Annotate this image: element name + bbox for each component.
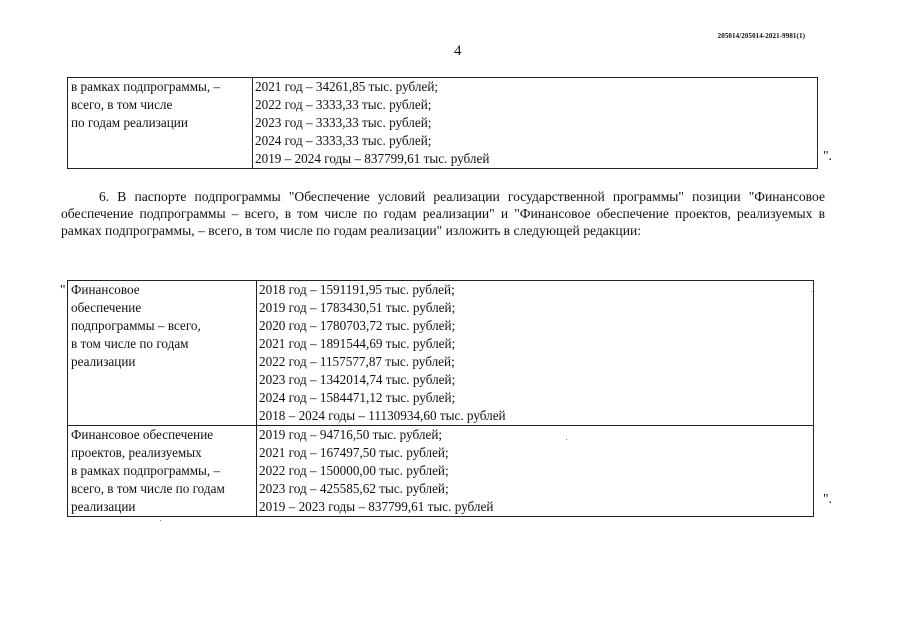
value-line: 2022 год – 150000,00 тыс. рублей; xyxy=(259,463,449,478)
value-line: 2022 год – 3333,33 тыс. рублей; xyxy=(255,97,432,112)
scan-speck xyxy=(811,291,812,292)
label-line: в том числе по годам xyxy=(71,336,189,351)
value-line: 2019 – 2024 годы – 837799,61 тыс. рублей xyxy=(255,151,490,166)
value-line: 2023 год – 3333,33 тыс. рублей; xyxy=(255,115,432,130)
value-line: 2019 год – 1783430,51 тыс. рублей; xyxy=(259,300,456,315)
label-line: по годам реализации xyxy=(71,115,188,130)
label-line: всего, в том числе по годам xyxy=(71,481,225,496)
value-line: 2022 год – 1157577,87 тыс. рублей; xyxy=(259,354,455,369)
closing-quote: ". xyxy=(823,491,832,506)
value-line: 2023 год – 1342014,74 тыс. рублей; xyxy=(259,372,456,387)
row-value-cell xyxy=(257,281,814,426)
page-number: 4 xyxy=(454,43,462,59)
label-line: в рамках подпрограммы, – xyxy=(71,463,221,478)
value-line: 2021 год – 1891544,69 тыс. рублей; xyxy=(259,336,456,351)
value-line: 2024 год – 1584471,12 тыс. рублей; xyxy=(259,390,456,405)
value-line: 2020 год – 1780703,72 тыс. рублей; xyxy=(259,318,456,333)
row-value-cell xyxy=(253,78,818,169)
value-line: 2019 – 2023 годы – 837799,61 тыс. рублей xyxy=(259,499,494,514)
label-line: подпрограммы – всего, xyxy=(71,318,201,333)
table-row xyxy=(68,78,818,169)
amendment-paragraph: 6. В паспорте подпрограммы "Обеспечение условий реализации государственной программы" позиции "Финансовое обеспечение подпрограммы – всего, в том числе по годам реализации" и "Финансовое обеспечение проектов, реализуемых в рамках подпрограммы, – всего, в том числе по годам реализации" изложить в следующей редакции: xyxy=(61,189,825,239)
row-label-cell xyxy=(68,78,253,169)
value-line: 2018 год – 1591191,95 тыс. рублей; xyxy=(259,282,455,297)
table-row xyxy=(68,281,814,426)
value-line: 2018 – 2024 годы – 11130934,60 тыс. рублей xyxy=(259,408,506,423)
label-line: Финансовое обеспечение xyxy=(71,427,214,442)
row-label-cell xyxy=(68,426,257,517)
row-label-cell xyxy=(68,281,257,426)
label-line: всего, в том числе xyxy=(71,97,173,112)
scan-speck xyxy=(160,520,161,521)
funding-table-new xyxy=(67,280,814,517)
label-line: реализации xyxy=(71,354,136,369)
funding-table-continued xyxy=(67,77,818,169)
label-line: реализации xyxy=(71,499,136,514)
value-line: 2019 год – 94716,50 тыс. рублей; xyxy=(259,427,443,442)
label-line: обеспечение xyxy=(71,300,142,315)
value-line: 2024 год – 3333,33 тыс. рублей; xyxy=(255,133,432,148)
table-row xyxy=(68,426,814,517)
value-line: 2023 год – 425585,62 тыс. рублей; xyxy=(259,481,449,496)
row-value-cell xyxy=(257,426,814,517)
document-id: 205014/205014-2021-9981(1) xyxy=(717,32,805,40)
opening-quote: " xyxy=(60,282,66,297)
scan-speck xyxy=(566,439,567,440)
label-line: Финансовое xyxy=(71,282,140,297)
label-line: в рамках подпрограммы, – xyxy=(71,79,221,94)
value-line: 2021 год – 34261,85 тыс. рублей; xyxy=(255,79,439,94)
value-line: 2021 год – 167497,50 тыс. рублей; xyxy=(259,445,449,460)
label-line: проектов, реализуемых xyxy=(71,445,202,460)
closing-quote: ". xyxy=(823,148,832,163)
